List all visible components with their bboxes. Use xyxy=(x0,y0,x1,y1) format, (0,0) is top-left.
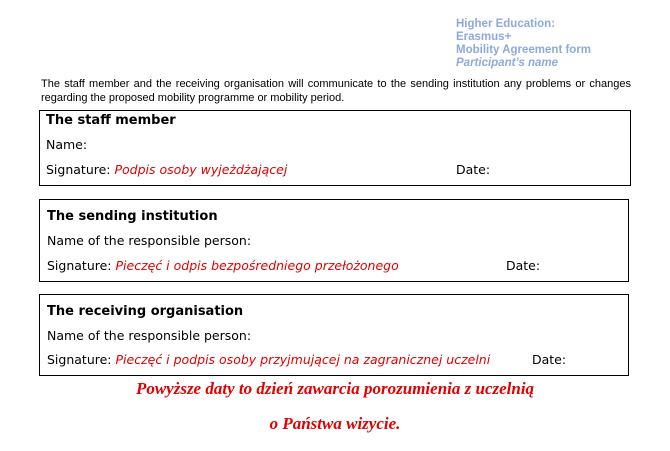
signature-field[interactable] xyxy=(47,258,399,273)
responsible-person-label: Name of the responsible person: xyxy=(47,233,252,248)
name-label: Name: xyxy=(46,137,88,152)
responsible-person-label: Name of the responsible person: xyxy=(47,328,252,343)
header-program-line: Higher Education: xyxy=(456,18,556,30)
section-title: The staff member xyxy=(46,113,176,128)
signature-label: Signature: xyxy=(47,258,112,273)
signature-field[interactable] xyxy=(46,162,287,177)
header-participant-name: Participant’s name xyxy=(456,57,559,69)
header-form-title: Mobility Agreement form xyxy=(456,44,592,56)
signature-note: Pieczęć i podpis osoby przyjmującej na zagranicznej uczelni xyxy=(115,352,491,367)
responsible-person-field[interactable] xyxy=(47,233,251,248)
staff-member-section xyxy=(39,110,631,186)
signature-label: Signature: xyxy=(46,162,111,177)
name-field[interactable] xyxy=(46,137,87,152)
footer-note-line-2: o Państwa wizycie. xyxy=(269,414,401,433)
header-erasmus-line: Erasmus+ xyxy=(456,31,512,43)
signature-note: Pieczęć i odpis bezpośredniego przełożonego xyxy=(115,258,399,273)
date-field[interactable]: Date: xyxy=(456,162,491,177)
footer-note-line-1: Powyższe daty to dzień zawarcia porozumienia z uczelnią xyxy=(135,379,535,398)
section-title: The sending institution xyxy=(47,209,218,224)
date-field[interactable]: Date: xyxy=(506,258,541,273)
receiving-organisation-section xyxy=(39,294,629,376)
date-field[interactable]: Date: xyxy=(532,352,567,367)
document-header xyxy=(456,18,666,70)
sending-institution-section xyxy=(39,199,629,282)
signature-note: Podpis osoby wyjeżdżającej xyxy=(114,162,288,177)
signature-field[interactable] xyxy=(47,352,490,367)
responsible-person-field[interactable] xyxy=(47,328,251,343)
signature-label: Signature: xyxy=(47,352,112,367)
intro-paragraph: The staff member and the receiving organisation will communicate to the sending institution any problems or changes regarding the proposed mobility programme or mobility period. xyxy=(41,78,631,104)
section-title: The receiving organisation xyxy=(47,304,244,319)
